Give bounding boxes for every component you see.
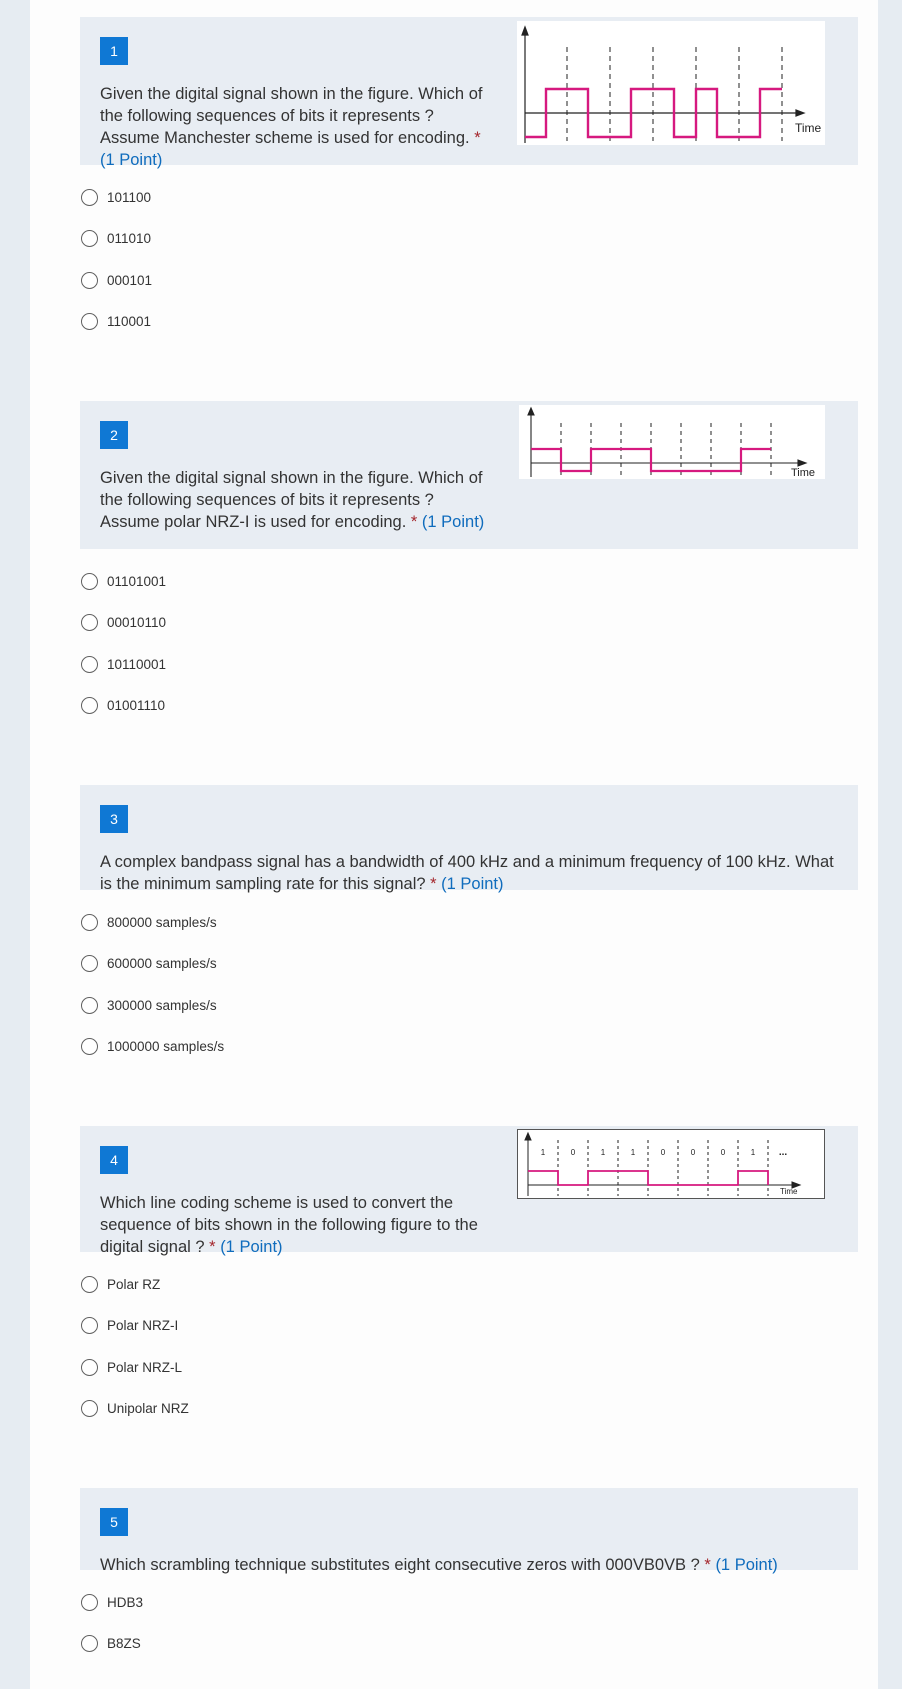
option-label: Polar RZ: [107, 1276, 161, 1292]
option-label: 10110001: [107, 656, 167, 672]
required-asterisk: *: [704, 1556, 711, 1574]
option[interactable]: [80, 1397, 858, 1421]
option-label: Polar NRZ-I: [107, 1318, 179, 1333]
options-list: [80, 1272, 858, 1421]
required-asterisk: *: [474, 129, 481, 147]
bit-label: ...: [778, 1147, 788, 1158]
bit-label: 0: [690, 1148, 696, 1157]
question-header: [80, 785, 858, 893]
question-header: [80, 17, 858, 169]
option-label: 300000 samples/s: [107, 997, 217, 1013]
radio-button[interactable]: [81, 914, 98, 931]
option-label: 800000 samples/s: [107, 914, 217, 930]
points-label: (1 Point): [441, 875, 504, 893]
radio-button[interactable]: [81, 189, 98, 206]
points-label: (1 Point): [100, 151, 163, 169]
question-2: [80, 401, 858, 735]
option[interactable]: [80, 227, 858, 251]
radio-button[interactable]: [81, 313, 98, 330]
option-label: Polar NRZ-L: [107, 1359, 183, 1375]
option[interactable]: [80, 910, 858, 934]
option-label: B8ZS: [107, 1636, 141, 1651]
radio-button[interactable]: [81, 573, 98, 590]
figure-time-label: Time: [780, 1187, 798, 1196]
radio-button[interactable]: [81, 1359, 98, 1376]
option[interactable]: [80, 1590, 858, 1614]
radio-button[interactable]: [81, 272, 98, 289]
radio-button[interactable]: [81, 1635, 98, 1652]
radio-button[interactable]: [81, 1276, 98, 1293]
option-label: HDB3: [107, 1594, 144, 1610]
option-label: 01001110: [107, 698, 166, 713]
options-list: [80, 185, 858, 334]
points-label: (1 Point): [220, 1238, 283, 1256]
radio-button[interactable]: [81, 1400, 98, 1417]
radio-button[interactable]: [81, 656, 98, 673]
question-text: Given the digital signal shown in the figure. Which of the following sequences of bits it represents ? Assume polar NRZ-I is used for encoding. * (1 Point): [100, 469, 485, 531]
bit-label: 1: [600, 1148, 606, 1157]
question-text: Which line coding scheme is used to convert the sequence of bits shown in the following figure to the digital signal ? * (1 Point): [100, 1194, 478, 1256]
required-asterisk: *: [209, 1238, 216, 1256]
option-label: 000101: [107, 272, 153, 288]
option[interactable]: [80, 1272, 858, 1296]
question-3: [80, 785, 858, 1076]
option-label: 110001: [107, 314, 152, 329]
option-label: 1000000 samples/s: [107, 1039, 225, 1054]
points-label: (1 Point): [715, 1556, 778, 1574]
option[interactable]: [80, 1632, 858, 1656]
bit-label: 1: [540, 1148, 546, 1157]
question-number: 5: [100, 1508, 128, 1536]
radio-button[interactable]: [81, 997, 98, 1014]
question-header: [80, 1488, 858, 1574]
radio-button[interactable]: [81, 1317, 98, 1334]
manchester-signal-figure: [517, 21, 825, 145]
radio-button[interactable]: [81, 614, 98, 631]
question-1: [80, 17, 858, 351]
radio-button[interactable]: [81, 1038, 98, 1055]
option[interactable]: [80, 1314, 858, 1338]
option[interactable]: [80, 652, 858, 676]
option-label: 01101001: [107, 573, 167, 589]
option[interactable]: [80, 569, 858, 593]
radio-button[interactable]: [81, 230, 98, 247]
question-header: [80, 1126, 858, 1256]
option-label: 600000 samples/s: [107, 956, 217, 971]
nrzi-signal-figure: [519, 405, 825, 479]
bit-label: 1: [750, 1148, 756, 1157]
option[interactable]: [80, 1035, 858, 1059]
options-list: [80, 569, 858, 718]
question-number: 2: [100, 421, 128, 449]
radio-button[interactable]: [81, 955, 98, 972]
question-number: 4: [100, 1146, 128, 1174]
question-text: A complex bandpass signal has a bandwidth of 400 kHz and a minimum frequency of 100 kHz. What is the minimum sampling rate for this signal? * (1 Point): [100, 853, 834, 893]
question-header: [80, 401, 858, 549]
question-text: Given the digital signal shown in the figure. Which of the following sequences of bits it represents ? Assume Manchester scheme is used for encoding. * (1 Point): [100, 85, 483, 169]
option[interactable]: [80, 185, 858, 209]
option[interactable]: [80, 993, 858, 1017]
option-label: 011010: [107, 231, 152, 246]
required-asterisk: *: [430, 875, 437, 893]
question-number: 3: [100, 805, 128, 833]
required-asterisk: *: [410, 513, 418, 531]
question-5: [80, 1488, 858, 1673]
radio-button[interactable]: [81, 1594, 98, 1611]
question-number: 1: [100, 37, 128, 65]
question-4: [80, 1126, 858, 1438]
bit-label: 0: [660, 1148, 666, 1157]
option[interactable]: [80, 268, 858, 292]
option-label: Unipolar NRZ: [107, 1401, 189, 1416]
question-text: Which scrambling technique substitutes eight consecutive zeros with 000VB0VB ? * (1 Point): [100, 1556, 778, 1574]
option[interactable]: [80, 310, 858, 334]
option-label: 101100: [107, 189, 152, 205]
option[interactable]: [80, 611, 858, 635]
option[interactable]: [80, 694, 858, 718]
options-list: [80, 910, 858, 1059]
bit-label: 1: [630, 1148, 636, 1157]
figure-time-label: Time: [795, 121, 822, 135]
option[interactable]: [80, 1355, 858, 1379]
options-list: [80, 1590, 858, 1656]
option[interactable]: [80, 952, 858, 976]
form-page: [30, 0, 878, 1689]
radio-button[interactable]: [81, 697, 98, 714]
bit-label: 0: [720, 1148, 726, 1157]
unipolar-signal-figure: [517, 1129, 825, 1199]
figure-time-label: Time: [791, 467, 816, 479]
points-label: (1 Point): [421, 513, 485, 531]
option-label: 00010110: [107, 615, 167, 630]
bit-label: 0: [570, 1148, 576, 1157]
